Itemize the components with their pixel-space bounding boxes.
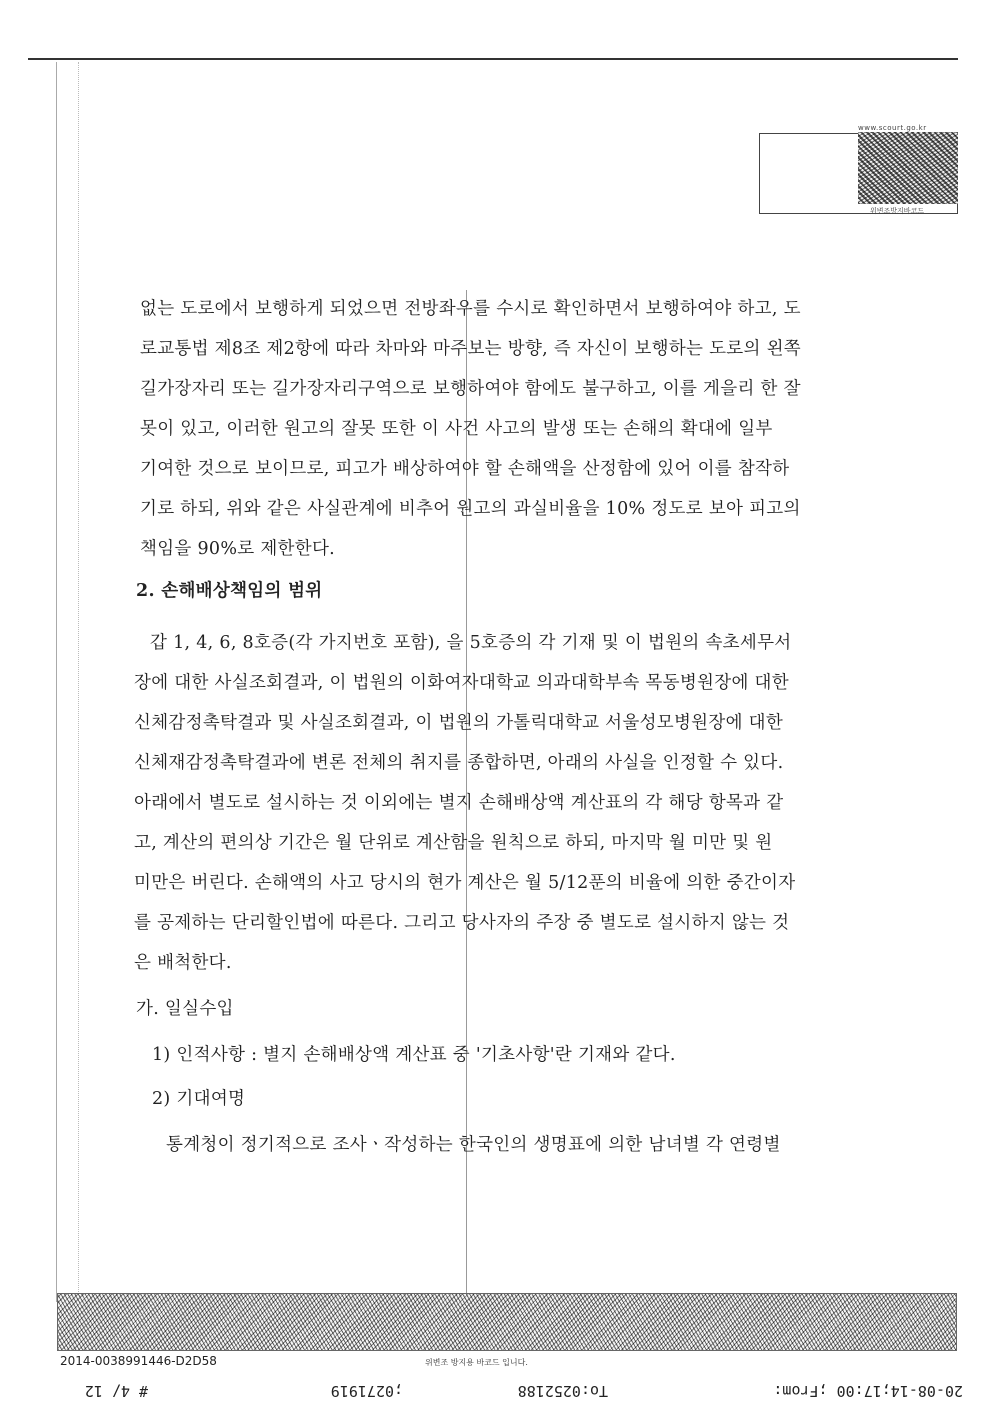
text-line: 미만은 버린다. 손해액의 사고 당시의 현가 계산은 월 5/12푼의 비율에 의한 중간이자 bbox=[134, 873, 796, 893]
forgery-note: 위변조 방지용 바코드 입니다. bbox=[425, 1358, 528, 1367]
fax-to: To:0252188 bbox=[517, 1382, 608, 1400]
list-item: 1) 인적사항 : 별지 손해배상액 계산표 중 '기초사항'란 기재와 같다. bbox=[152, 1045, 676, 1065]
security-pattern-strip bbox=[57, 1293, 957, 1351]
fax-page: # 4/ 12 bbox=[84, 1382, 148, 1400]
left-margin-rule bbox=[56, 62, 57, 1302]
text-line: 없는 도로에서 보행하게 되었으면 전방좌우를 수시로 확인하면서 보행하여야 하고, 도 bbox=[140, 299, 801, 319]
text-line: 길가장자리 또는 길가장자리구역으로 보행하여야 함에도 불구하고, 이를 게을리 한 잘 bbox=[140, 379, 801, 399]
text-line: 신체재감정촉탁결과에 변론 전체의 취지를 종합하면, 아래의 사실을 인정할 수 있다. bbox=[134, 753, 784, 773]
section-heading: 2. 손해배상책임의 범위 bbox=[136, 581, 323, 601]
security-barcode bbox=[858, 132, 958, 204]
text-line: 통계청이 정기적으로 조사ㆍ작성하는 한국인의 생명표에 의한 남녀별 각 연령별 bbox=[166, 1135, 781, 1155]
left-margin-dotted-rule bbox=[78, 62, 80, 1302]
fax-number: ;0271919 bbox=[330, 1382, 403, 1400]
text-line: 은 배척한다. bbox=[134, 953, 232, 973]
text-line: 못이 있고, 이러한 원고의 잘못 또한 이 사건 사고의 발생 또는 손해의 확대에 일부 bbox=[140, 419, 773, 439]
text-line: 아래에서 별도로 설시하는 것 이외에는 별지 손해배상액 계산표의 각 해당 항목과 같 bbox=[134, 793, 784, 813]
fax-header bbox=[28, 1378, 963, 1400]
text-line: 기로 하되, 위와 같은 사실관계에 비추어 원고의 과실비율을 10% 정도로 보아 피고의 bbox=[140, 499, 801, 519]
text-line: 책임을 90%로 제한한다. bbox=[140, 539, 336, 559]
barcode-url: www.scourt.go.kr bbox=[858, 124, 927, 132]
text-line: 신체감정촉탁결과 및 사실조회결과, 이 법원의 가톨릭대학교 서울성모병원장에 대한 bbox=[134, 713, 784, 733]
document-id: 2014-0038991446-D2D58 bbox=[60, 1354, 217, 1368]
text-line: 로교통법 제8조 제2항에 따라 차마와 마주보는 방향, 즉 자신이 보행하는 도로의 왼쪽 bbox=[140, 339, 801, 359]
text-line: 갑 1, 4, 6, 8호증(각 가지번호 포함), 을 5호증의 각 기재 및 이 법원의 속초세무서 bbox=[150, 633, 792, 653]
subsection-heading: 가. 일실수입 bbox=[136, 999, 234, 1019]
top-rule bbox=[28, 58, 958, 60]
list-item: 2) 기대여명 bbox=[152, 1089, 246, 1109]
barcode-label: 위변조방지바코드 bbox=[870, 207, 925, 215]
fax-date: 20-08-14;17:00 ;From: bbox=[773, 1382, 963, 1400]
text-line: 기여한 것으로 보이므로, 피고가 배상하여야 할 손해액을 산정함에 있어 이를 참작하 bbox=[140, 459, 790, 479]
text-line: 장에 대한 사실조회결과, 이 법원의 이화여자대학교 의과대학부속 목동병원장에 대한 bbox=[134, 673, 789, 693]
text-line: 고, 계산의 편의상 기간은 월 단위로 계산함을 원칙으로 하되, 마지막 월 미만 및 원 bbox=[134, 833, 773, 853]
text-line: 를 공제하는 단리할인법에 따른다. 그리고 당사자의 주장 중 별도로 설시하지 않는 것 bbox=[134, 913, 790, 933]
